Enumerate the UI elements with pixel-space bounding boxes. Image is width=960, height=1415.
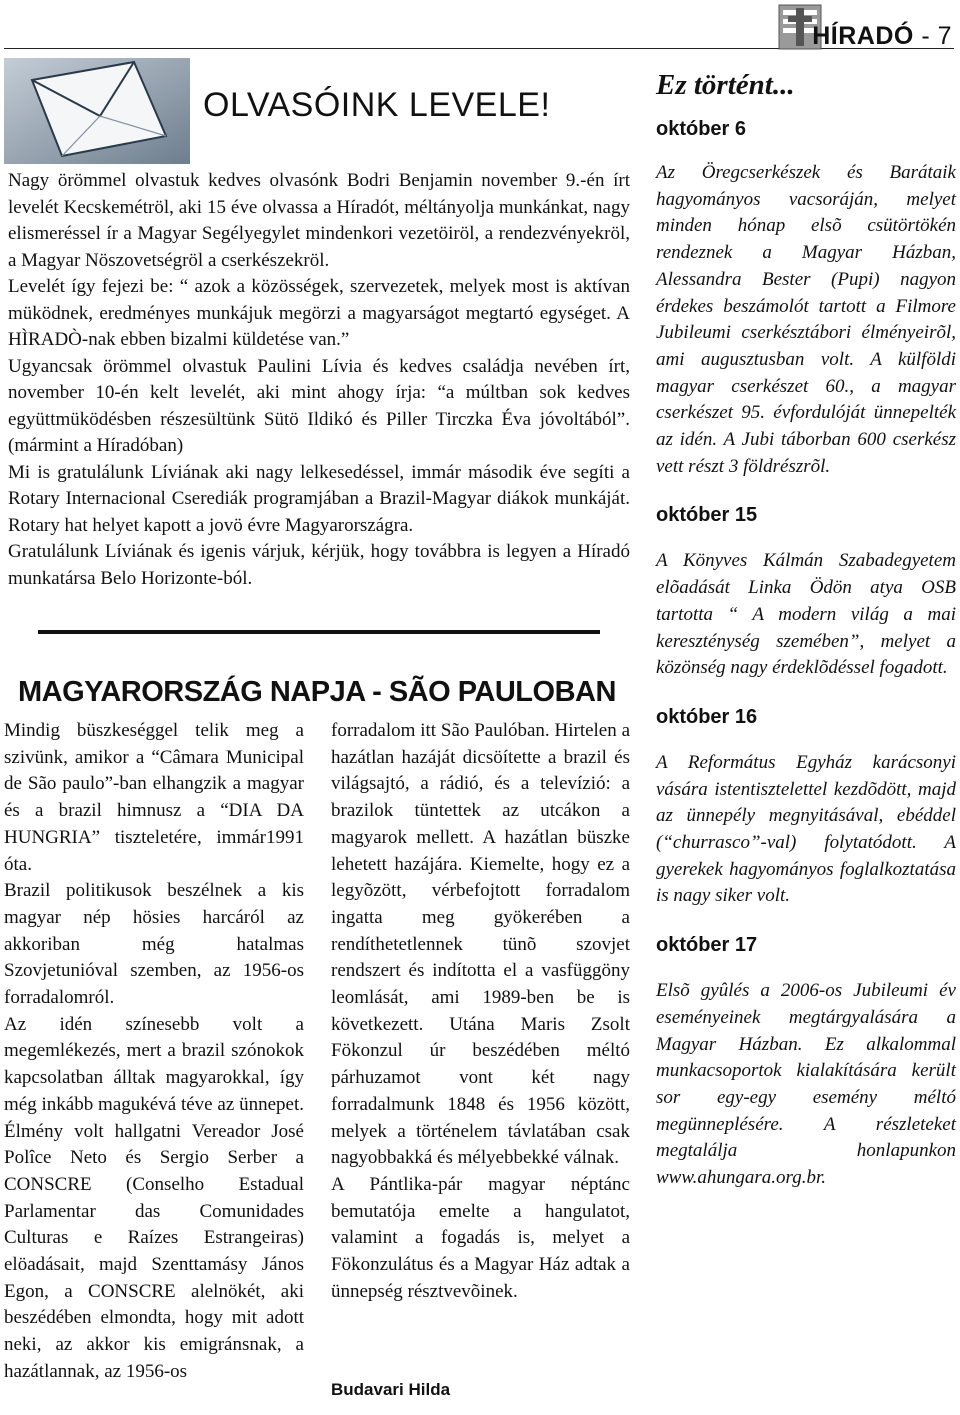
article-col1-paragraph-3: Az idén színesebb volt a megemlékezés, mert a brazil szónokok kapcsolatban álltak magyarokkal, így még inkább magukévá téve az ünnepet. Élmény volt hallgatni Vereador José Polîce Neto és Sergio Serber a CONSCRE (Conselho Estadual Parlamentar das Comunidades Culturas e Raízes Estrangeiras) elöadásait, majd Szenttamásy János Egon, a CONSCRE alelnökét, aki beszédében elmondta, hogy mit adott neki, az akkor kis emigránsnak, a hazátlannak, az 1956-os bbox=[4, 1013, 304, 1382]
article-col2-paragraph-2: A Pántlika-pár magyar néptánc bemutatója emelte a hangulatot, valamint a fogadás is, melyet a Fökonzulátus és a Magyar Ház adtak a ünnepség résztvevõinek. bbox=[331, 1173, 630, 1302]
letters-paragraph-3: Ugyancsak örömmel olvastuk Paulini Lívia és kedves családja nevében írt, november 10-én kelt levelét, aki mint ahogy írja: “a múltban sok kedves együttmüködésben részesültünk Sütö Ildikó és Piller Tirczka Éva jóvoltából”. (mármint a Híradóban) bbox=[8, 355, 630, 456]
event-text-3: A Református Egyház karácsonyi vására istentisztelettel kezdõdött, majd az ünnepély megnyitásával, ebéddel (“churrasco”-val) folytatódott. A gyerekek hagyományos foglalkoztatása is nagy siker volt. bbox=[656, 751, 956, 907]
letters-paragraph-2: Levelét így fejezi be: “ azok a közösségek, szervezetek, melyek most is aktívan müködnek, eredményes munkájuk megörzi a magyarságot megtartó egységet. A HÌRADÒ-nak ebben bizalmi küldetése van.” bbox=[8, 276, 630, 350]
article-column-2 bbox=[331, 718, 630, 1305]
events-column bbox=[656, 68, 956, 1192]
event-text-2: A Könyves Kálmán Szabadegyetem elõadását Linka Ödön atya OSB tartotta “ A modern világ a mai kereszténység szemében”, melyet a közönség nagy érdeklõdéssel fogadott. bbox=[656, 550, 956, 679]
letters-body bbox=[8, 168, 630, 592]
letters-paragraph-4: Mi is gratulálunk Líviának aki nagy lelkesedéssel, immár második éve segíti a Rotary Internacional Cserediák programjában a Brazil-Magyar diákok munkáját. Rotary hat helyet kapott a jovö évre Magyarországra. bbox=[8, 461, 630, 536]
article-title: MAGYARORSZÁG NAPJA - SÃO PAULOBAN bbox=[18, 676, 616, 708]
article-author: Budavari Hilda bbox=[331, 1380, 451, 1399]
article-column-1 bbox=[4, 718, 304, 1386]
letters-title: OLVASÓINK LEVELE! bbox=[203, 86, 551, 124]
event-date-2: október 15 bbox=[656, 504, 758, 527]
letters-paragraph-1: Nagy örömmel olvastuk kedves olvasónk Bodri Benjamin november 9.-én írt levelét Kecskemétröl, aki 15 éve olvassa a Híradót, méltányolja munkánkat, nagy elismeréssel ír a Magyar Segélyegylet mindenkori vezetöiröl, a rendezvényekröl, a Magyar Nöszovetségröl a cserkészekröl. bbox=[8, 170, 630, 271]
article-col2-paragraph-1: forradalom itt São Paulóban. Hirtelen a hazátlan hazáját dicsöítette a brazil és világsajtó, a rádió, és a televízió: a brazilok tüntettek az utcákon a magyarok mellett. A hazátlan büszke lehetett hazájára. Kiemelte, hogy ez a legyõzött, vérbefojtott forradalom ingatta meg gyökerében a rendíthetetlennek tünõ szovjet rendszert és indította el a vasfüggöny leomlását, ami 1989-ben be is következett. Utána Maris Zsolt Fökonzul úr beszédében méltó párhuzamot vont két nagy forradalmunk 1848 és 1956 között, melyek a történelem távlatában csak nagyobbakká és mélyebbekké válnak. bbox=[331, 720, 630, 1169]
event-date-1: október 6 bbox=[656, 118, 747, 140]
article-col1-paragraph-1: Mindig büszkeséggel telik meg a szivünk, amikor a “Câmara Municipal de São paulo”-ban elhangzik a magyar és a brazil himnusz a “DIA DA HUNGRIA” tiszteletére, immár1991 óta. bbox=[4, 720, 304, 875]
events-title: Ez történt... bbox=[656, 69, 795, 101]
letters-paragraph-5: Gratulálunk Líviának és igenis várjuk, kérjük, hogy továbbra is legyen a Híradó munkatársa Belo Horizonte-ból. bbox=[8, 541, 630, 589]
event-date-3: október 16 bbox=[656, 705, 758, 728]
event-text-4: Elsõ gyûlés a 2006-os Jubileumi év eseményeinek megtárgyalására a Magyar Házban. Ez alkalommal munkacsoportok kialakítására került sor egy-egy esemény méltó megünneplésére. A részleteket megtalálja honlapunkon www.ahungara.org.br. bbox=[656, 980, 956, 1189]
event-date-4: október 17 bbox=[656, 934, 758, 957]
article-col1-paragraph-2: Brazil politikusok beszélnek a kis magyar nép hösies harcáról az akkoriban még hatalmas Szovjetunióval szemben, az 1956-os forradalomról. bbox=[4, 880, 304, 1009]
envelope-icon bbox=[4, 58, 190, 164]
header-title-text: HÍRADÓ bbox=[812, 22, 914, 50]
header-title bbox=[812, 22, 952, 51]
page-number: - 7 bbox=[921, 22, 952, 50]
event-text-1: Az Öregcserkészek és Barátaik hagyományos vacsoráján, melyet minden hónap elsõ csütörtökén rendeznek a Magyar Házban, Alessandra Bester (Pupi) nagyon érdekes beszámolót tartott a Filmore Jubileumi cserkésztábori élményeirõl, ami augusztusban volt. A külföldi magyar cserkészet 60., a magyar cserkészet 95. évfordulóját ünnepelték az idén. A Jubi táborban 600 cserkész vett részt 3 földrészrõl. bbox=[656, 162, 956, 477]
section-divider bbox=[38, 630, 600, 634]
